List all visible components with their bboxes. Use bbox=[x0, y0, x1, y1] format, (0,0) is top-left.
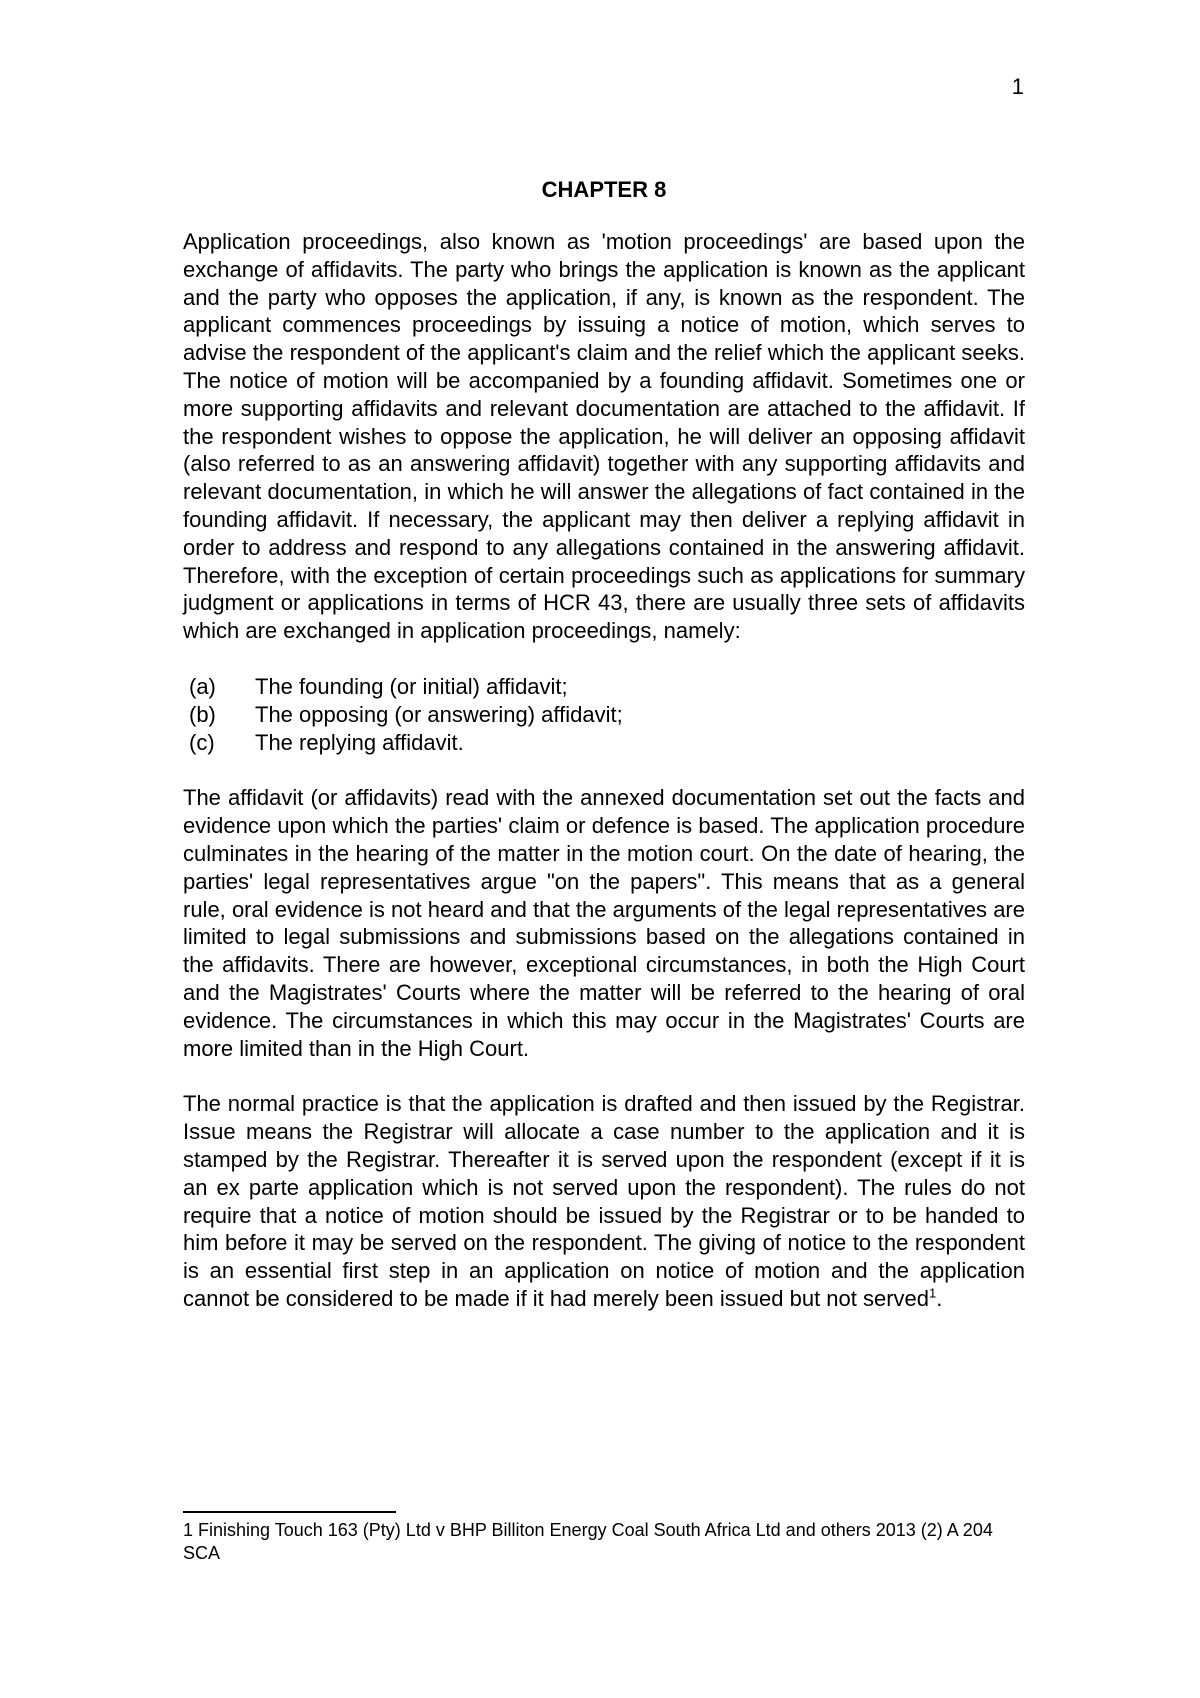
affidavit-list bbox=[183, 673, 1025, 756]
page-number: 1 bbox=[1011, 74, 1024, 99]
footnote-separator bbox=[183, 1511, 396, 1513]
chapter-title: CHAPTER 8 bbox=[541, 177, 667, 202]
paragraph-end-punctuation: . bbox=[936, 1285, 943, 1311]
list-item bbox=[183, 701, 1025, 729]
paragraph-registrar-practice bbox=[183, 1090, 1025, 1312]
list-item-text: The founding (or initial) affidavit; bbox=[255, 673, 568, 699]
list-item bbox=[183, 729, 1025, 757]
footnote-area bbox=[183, 1511, 1025, 1565]
footnote bbox=[183, 1519, 1025, 1565]
list-item-marker: (c) bbox=[189, 729, 215, 755]
list-item-marker: (b) bbox=[189, 701, 216, 727]
paragraph-intro: Application proceedings, also known as 'motion proceedings' are based upon the exchange of affidavits. The party who brings the application is known as the applicant and the party who opposes the application, if any, is known as the respondent. The applicant commences proceedings by issuing a notice of motion, which serves to advise the respondent of the applicant's claim and the relief which the applicant seeks. The notice of motion will be accompanied by a founding affidavit. Sometimes one or more supporting affidavits and relevant documentation are attached to the affidavit. If the respondent wishes to oppose the application, he will deliver an opposing affidavit (also referred to as an answering affidavit) together with any supporting affidavits and relevant documentation, in which he will answer the allegations of fact contained in the founding affidavit. If necessary, the applicant may then deliver a replying affidavit in order to address and respond to any allegations contained in the answering affidavit. Therefore, with the exception of certain proceedings such as applications for summary judgment or applications in terms of HCR 43, there are usually three sets of affidavits which are exchanged in application proceedings, namely: bbox=[183, 229, 1025, 644]
paragraph-registrar-text: The normal practice is that the application is drafted and then issued by the Registrar. Issue means the Registrar will allocate a case number to the application and it is stamped by the Registrar. Thereafter it is served upon the respondent (except if it is an ex parte application which is not served upon the respondent). The rules do not require that a notice of motion should be issued by the Registrar or to be handed to him before it may be served on the respondent. The giving of notice to the respondent is an essential first step in an application on notice of motion and the application cannot be considered to be made if it had merely been issued but not served bbox=[183, 1091, 1025, 1311]
document-body bbox=[183, 176, 1025, 1341]
footnote-text: Finishing Touch 163 (Pty) Ltd v BHP Billiton Energy Coal South Africa Ltd and others 2013 (2) A 204 SCA bbox=[183, 1520, 993, 1563]
footnote-number: 1 bbox=[183, 1520, 194, 1540]
list-item-text: The opposing (or answering) affidavit; bbox=[255, 701, 623, 727]
list-item-marker: (a) bbox=[189, 673, 216, 699]
footnote-reference[interactable]: 1 bbox=[929, 1285, 937, 1301]
paragraph-affidavit-evidence: The affidavit (or affidavits) read with the annexed documentation set out the facts and evidence upon which the parties' claim or defence is based. The application procedure culminates in the hearing of the matter in the motion court. On the date of hearing, the parties' legal representatives argue "on the papers". This means that as a general rule, oral evidence is not heard and that the arguments of the legal representatives are limited to legal submissions and submissions based on the allegations contained in the affidavits. There are however, exceptional circumstances, in both the High Court and the Magistrates' Courts where the matter will be referred to the hearing of oral evidence. The circumstances in which this may occur in the Magistrates' Courts are more limited than in the High Court. bbox=[183, 785, 1025, 1061]
list-item-text: The replying affidavit. bbox=[255, 729, 464, 755]
list-item bbox=[183, 673, 1025, 701]
